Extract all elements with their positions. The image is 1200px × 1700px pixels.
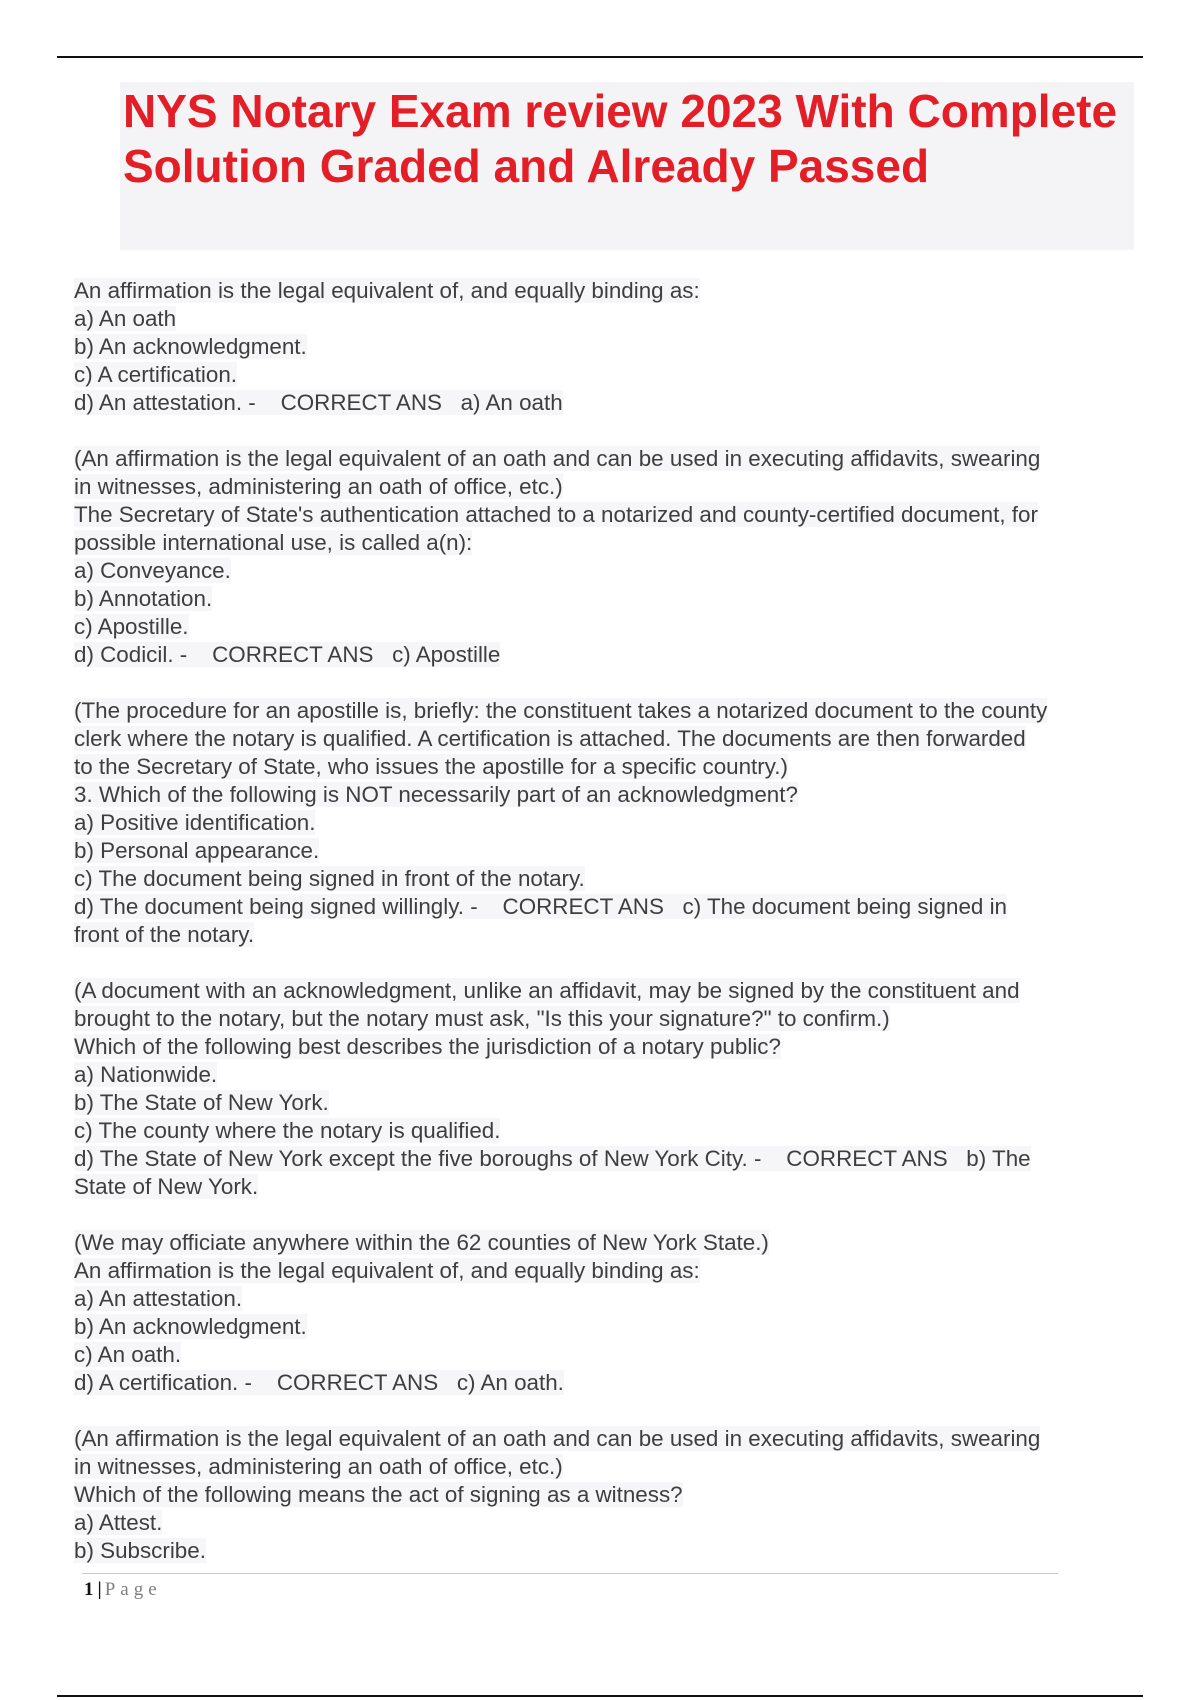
paragraph-gap <box>74 669 1134 697</box>
text-line <box>74 1425 1134 1453</box>
text-line <box>74 501 1134 529</box>
text-line <box>74 333 1134 361</box>
text-line <box>74 865 1134 893</box>
paragraph-gap <box>74 1201 1134 1229</box>
text-line <box>74 1229 1134 1257</box>
text-line-content: c) Apostille. <box>74 614 189 639</box>
text-line <box>74 389 1134 417</box>
text-line-content: d) The document being signed willingly. - CORRECT ANS c) The document being signed in <box>74 894 1007 919</box>
text-line <box>74 1341 1134 1369</box>
text-line <box>74 361 1134 389</box>
text-line-content: in witnesses, administering an oath of office, etc.) <box>74 474 563 499</box>
text-line-content: a) An oath <box>74 306 177 331</box>
text-line-content: in witnesses, administering an oath of office, etc.) <box>74 1454 563 1479</box>
text-line-content: d) The State of New York except the five boroughs of New York City. - CORRECT ANS b) The <box>74 1146 1031 1171</box>
text-line <box>74 641 1134 669</box>
text-line <box>74 1033 1134 1061</box>
text-line-content: a) Positive identification. <box>74 810 316 835</box>
text-line <box>74 893 1134 921</box>
text-line <box>74 697 1134 725</box>
bottom-rule <box>57 1695 1143 1697</box>
text-line-content: d) Codicil. - CORRECT ANS c) Apostille <box>74 642 501 667</box>
text-line-content: Which of the following best describes the jurisdiction of a notary public? <box>74 1034 781 1059</box>
text-line-content: (An affirmation is the legal equivalent of an oath and can be used in executing affidavits, swearing <box>74 446 1041 471</box>
text-line-content: b) An acknowledgment. <box>74 1314 307 1339</box>
text-line-content: b) The State of New York. <box>74 1090 329 1115</box>
text-line <box>74 277 1134 305</box>
text-line-content: a) An attestation. <box>74 1286 243 1311</box>
text-line-content: clerk where the notary is qualified. A certification is attached. The documents are then forwarded <box>74 726 1026 751</box>
text-line-content: possible international use, is called a(n): <box>74 530 473 555</box>
page-number: 1 <box>84 1579 94 1600</box>
page-label: Page <box>104 1579 162 1600</box>
document-title: NYS Notary Exam review 2023 With Complete Solution Graded and Already Passed <box>123 85 1118 192</box>
document-body <box>74 277 1134 1565</box>
text-line <box>74 1145 1134 1173</box>
text-line <box>74 585 1134 613</box>
text-line-content: (We may officiate anywhere within the 62 counties of New York State.) <box>74 1230 769 1255</box>
text-line <box>74 1005 1134 1033</box>
text-line-content: The Secretary of State's authentication attached to a notarized and county-certified document, for <box>74 502 1038 527</box>
text-line-content: to the Secretary of State, who issues the apostille for a specific country.) <box>74 754 788 779</box>
text-line-content: 3. Which of the following is NOT necessarily part of an acknowledgment? <box>74 782 798 807</box>
text-line-content: front of the notary. <box>74 922 255 947</box>
text-line-content: (A document with an acknowledgment, unlike an affidavit, may be signed by the constituent and <box>74 978 1020 1003</box>
text-line-content: d) An attestation. - CORRECT ANS a) An oath <box>74 390 563 415</box>
text-line <box>74 977 1134 1005</box>
paragraph-gap <box>74 417 1134 445</box>
text-line-content: b) An acknowledgment. <box>74 334 307 359</box>
text-line <box>74 837 1134 865</box>
top-rule <box>57 56 1143 58</box>
text-line <box>74 557 1134 585</box>
text-line <box>74 1313 1134 1341</box>
text-line <box>74 1453 1134 1481</box>
page-separator: | <box>97 1579 102 1600</box>
text-line-content: An affirmation is the legal equivalent of, and equally binding as: <box>74 1258 700 1283</box>
text-line-content: State of New York. <box>74 1174 259 1199</box>
text-line <box>74 1481 1134 1509</box>
text-line-content: c) The county where the notary is qualified. <box>74 1118 501 1143</box>
text-line-content: a) Attest. <box>74 1510 163 1535</box>
text-line-content: brought to the notary, but the notary must ask, "Is this your signature?" to confirm.) <box>74 1006 890 1031</box>
text-line-content: (An affirmation is the legal equivalent of an oath and can be used in executing affidavits, swearing <box>74 1426 1041 1451</box>
page-footer <box>84 1578 162 1602</box>
text-line-content: a) Nationwide. <box>74 1062 218 1087</box>
text-line <box>74 1285 1134 1313</box>
text-line <box>74 473 1134 501</box>
text-line-content: d) A certification. - CORRECT ANS c) An oath. <box>74 1370 564 1395</box>
text-line <box>74 529 1134 557</box>
text-line <box>74 613 1134 641</box>
text-line <box>74 305 1134 333</box>
text-line-content: b) Personal appearance. <box>74 838 320 863</box>
text-line <box>74 1369 1134 1397</box>
text-line-content: b) Subscribe. <box>74 1538 206 1563</box>
text-line <box>74 753 1134 781</box>
paragraph-gap <box>74 1397 1134 1425</box>
footer-rule <box>82 1573 1058 1574</box>
text-line <box>74 809 1134 837</box>
text-line-content: An affirmation is the legal equivalent of, and equally binding as: <box>74 278 700 303</box>
text-line-content: c) The document being signed in front of the notary. <box>74 866 585 891</box>
text-line <box>74 1089 1134 1117</box>
title-block <box>120 82 1134 250</box>
text-line <box>74 1509 1134 1537</box>
text-line-content: c) An oath. <box>74 1342 182 1367</box>
text-line-content: c) A certification. <box>74 362 238 387</box>
text-line <box>74 921 1134 949</box>
paragraph-gap <box>74 949 1134 977</box>
text-line-content: Which of the following means the act of signing as a witness? <box>74 1482 683 1507</box>
text-line-content: a) Conveyance. <box>74 558 231 583</box>
text-line-content: b) Annotation. <box>74 586 213 611</box>
text-line-content: (The procedure for an apostille is, briefly: the constituent takes a notarized document to the county <box>74 698 1048 723</box>
text-line <box>74 1173 1134 1201</box>
text-line <box>74 725 1134 753</box>
text-line <box>74 781 1134 809</box>
text-line <box>74 1061 1134 1089</box>
text-line <box>74 1117 1134 1145</box>
text-line <box>74 1537 1134 1565</box>
text-line <box>74 445 1134 473</box>
text-line <box>74 1257 1134 1285</box>
